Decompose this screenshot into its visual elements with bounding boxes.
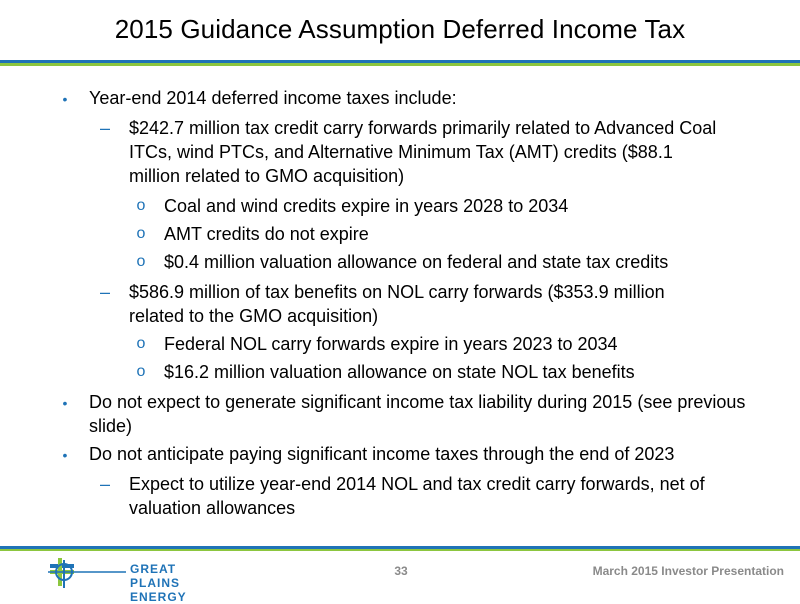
bullet-text: AMT credits do not expire [164, 224, 369, 244]
bullet-text: $242.7 million tax credit carry forwards primarily related to Advanced Coal ITCs, wind PTCs, and Alternative Minimum Tax (AMT) credits ($88.1 million related to GMO acquisition) [129, 118, 717, 186]
bullet-item [58, 442, 778, 466]
bullet-marker: • [62, 395, 68, 411]
dash-marker: – [99, 282, 110, 302]
presentation-name: March 2015 Investor Presentation [592, 564, 784, 578]
circle-marker: o [136, 253, 146, 270]
circle-marker: o [136, 225, 146, 242]
sub-bullet-item [98, 280, 718, 328]
bullet-text: Do not anticipate paying significant income taxes through the end of 2023 [89, 444, 675, 464]
slide-footer [0, 556, 800, 604]
bullet-text: $586.9 million of tax benefits on NOL carry forwards ($353.9 million related to the GMO acquisition) [129, 282, 665, 326]
sub-sub-bullet-item [134, 250, 754, 274]
sub-bullet-item [98, 472, 718, 520]
bullet-text: Expect to utilize year-end 2014 NOL and tax credit carry forwards, net of valuation allowances [129, 474, 705, 518]
sub-sub-bullet-item [134, 194, 754, 218]
bullet-text: $0.4 million valuation allowance on federal and state tax credits [164, 252, 669, 272]
page-number: 33 [394, 564, 408, 578]
circle-marker: o [136, 363, 146, 380]
circle-marker: o [136, 335, 146, 352]
bullet-text: Coal and wind credits expire in years 2028 to 2034 [164, 196, 569, 216]
bullet-text: Do not expect to generate significant income tax liability during 2015 (see previous slide) [89, 392, 746, 436]
bullet-text: Federal NOL carry forwards expire in years 2023 to 2034 [164, 334, 618, 354]
sub-bullet-item [98, 116, 718, 188]
slide-title: 2015 Guidance Assumption Deferred Income Tax [114, 14, 686, 44]
footer-divider-green [0, 549, 800, 551]
bullet-item [58, 390, 758, 438]
logo-mark-icon [48, 556, 128, 590]
circle-marker: o [136, 197, 146, 214]
company-logo [48, 556, 218, 604]
bullet-marker: • [62, 91, 68, 107]
logo-text: GREAT PLAINS ENERGY [130, 562, 187, 604]
bullet-text: $16.2 million valuation allowance on state NOL tax benefits [164, 362, 635, 382]
dash-marker: – [99, 474, 110, 494]
bullet-text: Year-end 2014 deferred income taxes include: [89, 88, 457, 108]
sub-sub-bullet-item [134, 222, 754, 246]
bullet-item [58, 86, 758, 110]
title-divider-green [0, 63, 800, 66]
bullet-marker: • [62, 447, 68, 463]
dash-marker: – [99, 118, 110, 138]
sub-sub-bullet-item [134, 332, 754, 356]
sub-sub-bullet-item [134, 360, 754, 384]
